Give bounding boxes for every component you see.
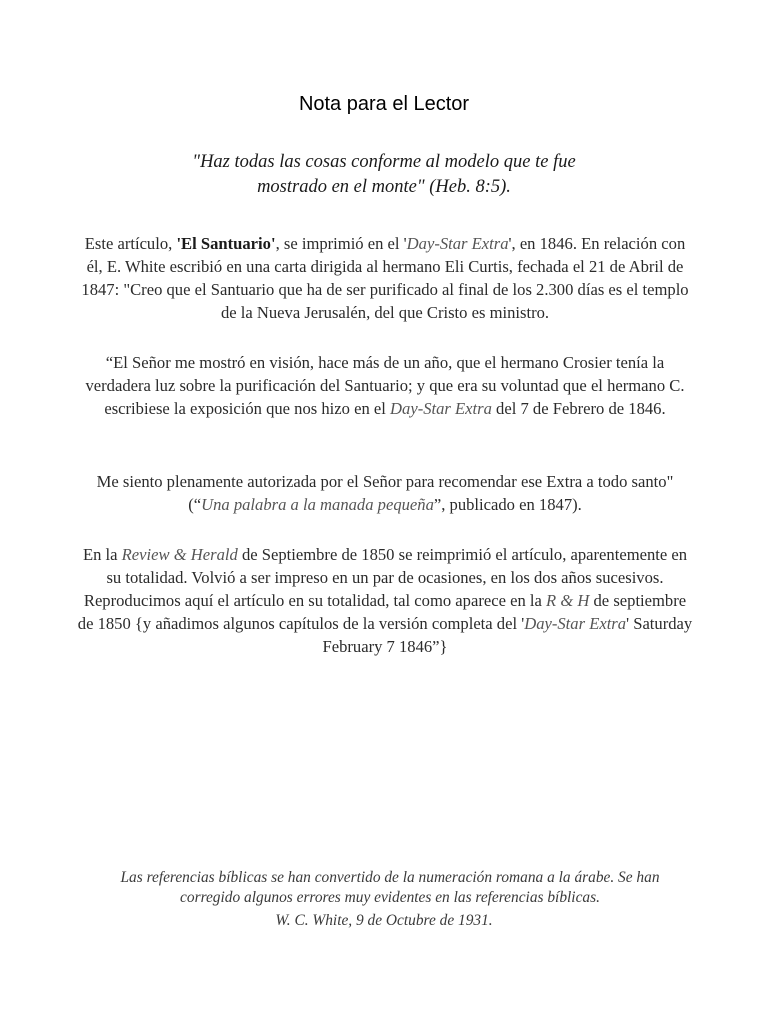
signature: W. C. White, 9 de Octubre de 1931. (275, 912, 493, 929)
p4-text-g: ' Saturday February 7 1846”} (322, 614, 693, 656)
p2-text-c: del 7 de Febrero de 1846. (491, 399, 666, 418)
paragraph-4 (76, 543, 694, 658)
p4-text-e: de septiembre de 1850 {y añadimos algunos capítulos de la versión completa del ' (77, 591, 687, 633)
paragraph-2 (76, 351, 694, 420)
p1-text-e: ', en 1846. En relación con él, E. White escribió en una carta dirigida al hermano Eli Curtis, fechada el 21 de Abril de 1847: "Creo que el Santuario que ha de ser purificado al final de los 2.300 días es el templo de la Nueva Jerusalén, del que Cristo es ministro. (81, 234, 689, 322)
epigraph-line-2: mostrado en el monte" (Heb. 8:5). (257, 177, 511, 197)
paragraph-3 (76, 470, 694, 516)
p4-publication-2: Day-Star Extra (524, 614, 627, 633)
p4-text-c: de Septiembre de 1850 se reimprimió el artículo, aparentemente en su totalidad. Volvió a ser impreso en un par de ocasiones, en los dos años sucesivos. Reproducimos aquí el artículo en su totalidad, tal como aparece en la (83, 545, 688, 610)
p2-publication: Day-Star Extra (390, 399, 492, 418)
paragraph-1 (76, 232, 694, 324)
p3-publication: Una palabra a la manada pequeña (201, 495, 434, 514)
epigraph-quote (100, 150, 668, 200)
p4-publication-abbrev: R & H (546, 591, 590, 610)
footnote: Las referencias bíblicas se han convertido de la numeración romana a la árabe. Se han corregido algunos errores muy evidentes en las referencias bíblicas. (120, 869, 660, 906)
p1-article-title: 'El Santuario' (176, 234, 276, 253)
p3-text-a: Me siento plenamente autorizada por el Señor para recomendar ese Extra a todo santo" (“ (96, 472, 674, 514)
p4-text-a: En la (82, 545, 122, 564)
p3-text-c: ”, publicado en 1847). (433, 495, 582, 514)
epigraph-line-1: "Haz todas las cosas conforme al modelo que te fue (192, 152, 576, 172)
p2-text-a: “El Señor me mostró en visión, hace más de un año, que el hermano Crosier tenía la verdadera luz sobre la purificación del Santuario; y que era su voluntad que el hermano C. escribiese la exposición que nos hizo en el (85, 353, 685, 418)
p1-text-c: , se imprimió en el ' (275, 234, 407, 253)
page-title: Nota para el Lector (298, 93, 470, 115)
p1-publication: Day-Star Extra (406, 234, 509, 253)
p1-text-a: Este artículo, (84, 234, 177, 253)
p4-publication: Review & Herald (121, 545, 238, 564)
